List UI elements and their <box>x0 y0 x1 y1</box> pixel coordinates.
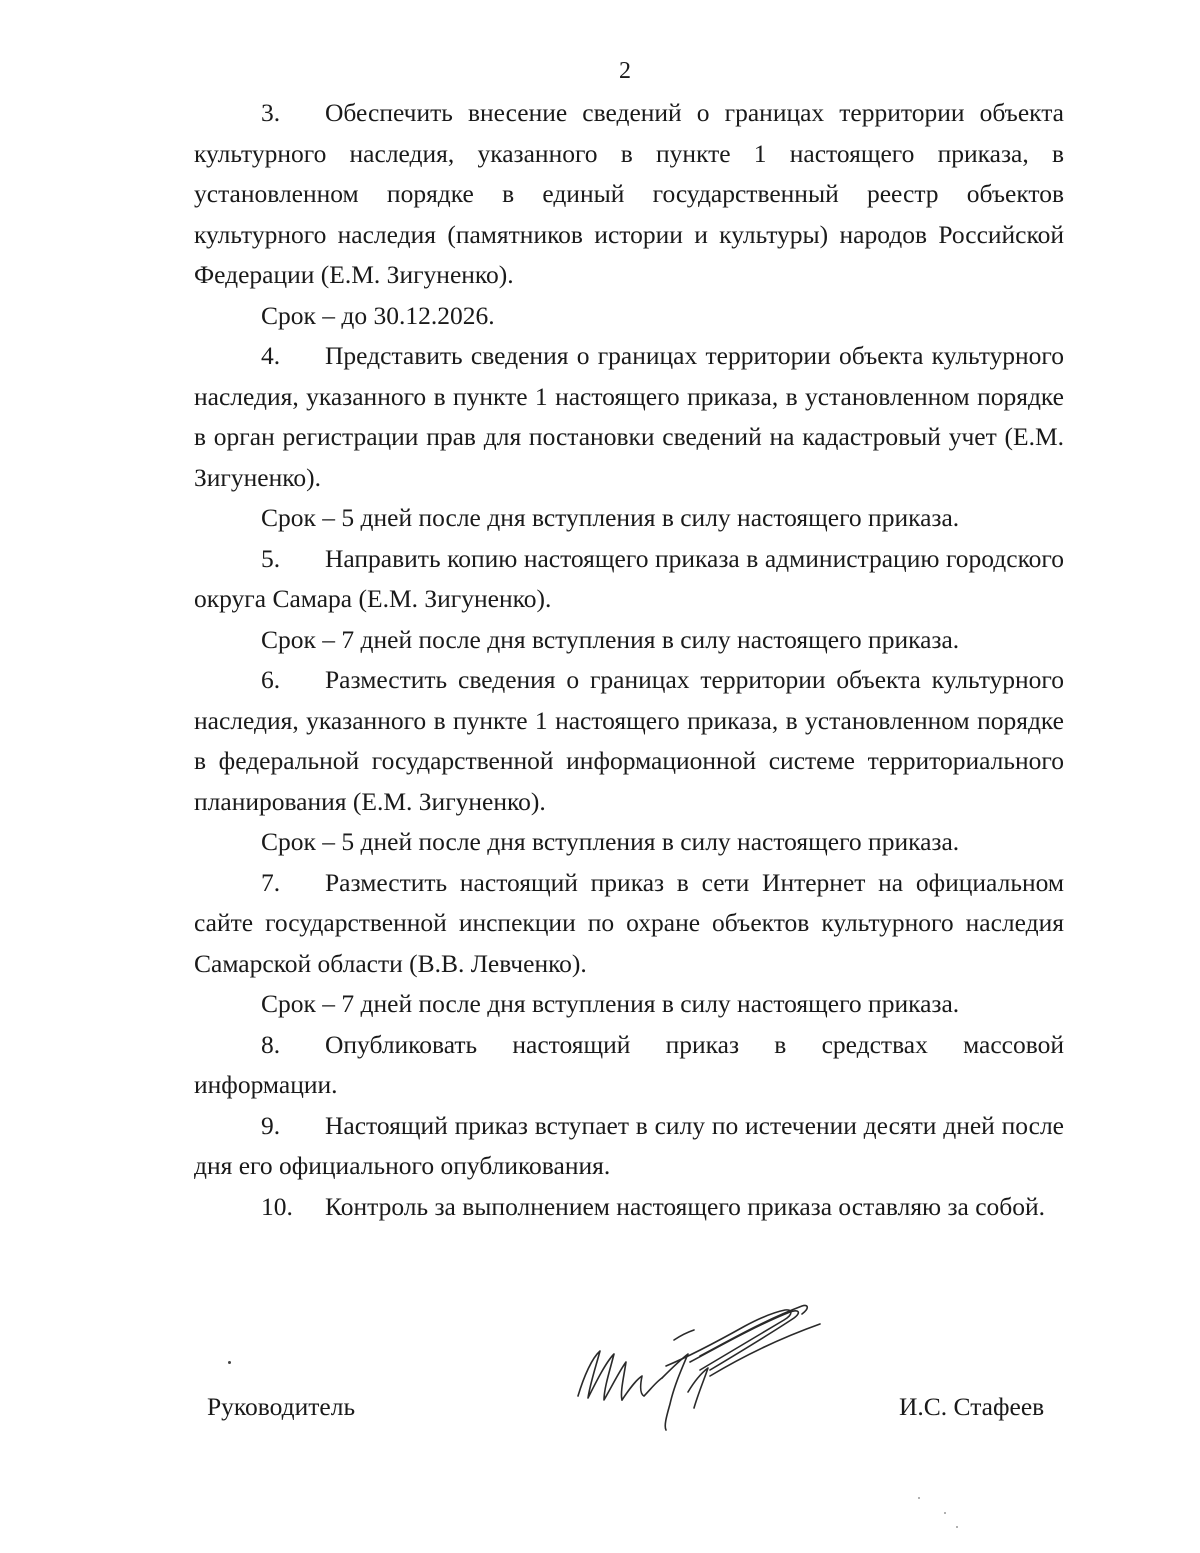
deadline-4: Срок – 5 дней после дня вступления в силу настоящего приказа. <box>261 503 960 532</box>
deadline-7: Срок – 7 дней после дня вступления в силу настоящего приказа. <box>261 989 960 1018</box>
paragraph-8 <box>194 1025 1064 1106</box>
scan-speck <box>944 1512 946 1514</box>
signatory-position: Руководитель <box>207 1392 356 1421</box>
paragraph-text: Представить сведения о границах территории объекта культурного наследия, указанного в пункте 1 настоящего приказа, в установленном порядке в орган регистрации прав для постановки сведений на кадастровый учет (Е.М. Зигуненко). <box>194 341 1064 492</box>
paragraph-number: 10. <box>261 1191 293 1221</box>
paragraph-number: 6. <box>261 665 281 694</box>
paragraph-text: Контроль за выполнением настоящего приказа оставляю за собой. <box>325 1191 1046 1221</box>
paragraph-number: 9. <box>261 1110 281 1140</box>
paragraph-text: Обеспечить внесение сведений о границах территории объекта культурного наследия, указанного в пункте 1 настоящего приказа, в установленном порядке в единый государственный реестр объектов культурного наследия (памятников истории и культуры) народов Российской Федерации (Е.М. Зигуненко). <box>194 98 1064 289</box>
paragraph-text: Разместить сведения о границах территории объекта культурного наследия, указанного в пункте 1 настоящего приказа, в установленном порядке в федеральной государственной информационной системе территориального планирования (Е.М. Зигуненко). <box>194 665 1064 816</box>
paragraph-text: Опубликовать настоящий приказ в средствах массовой информации. <box>194 1029 1064 1099</box>
paragraph-7 <box>194 863 1064 985</box>
scan-speck <box>956 1526 958 1528</box>
paragraph-9 <box>194 1106 1064 1187</box>
deadline-5: Срок – 7 дней после дня вступления в силу настоящего приказа. <box>261 624 960 654</box>
paragraph-number: 7. <box>261 867 281 897</box>
paragraph-4 <box>194 336 1064 498</box>
signature-block <box>0 1392 1200 1432</box>
scan-speck <box>918 1497 920 1499</box>
signatory-name: И.С. Стафеев <box>899 1392 1045 1421</box>
paragraph-number: 5. <box>261 543 281 573</box>
paragraph-5 <box>194 539 1064 620</box>
paragraph-6 <box>194 660 1064 822</box>
paragraph-3 <box>194 93 1064 296</box>
deadline-6: Срок – 5 дней после дня вступления в силу настоящего приказа. <box>261 827 960 856</box>
document-body <box>194 93 1064 1227</box>
paragraph-10 <box>194 1187 1064 1228</box>
paragraph-number: 8. <box>261 1029 281 1059</box>
deadline-3: Срок – до 30.12.2026. <box>261 300 495 330</box>
paragraph-number: 3. <box>261 98 281 127</box>
paragraph-text: Разместить настоящий приказ в сети Интернет на официальном сайте государственной инспекции по охране объектов культурного наследия Самарской области (В.В. Левченко). <box>194 867 1064 978</box>
paragraph-text: Направить копию настоящего приказа в администрацию городского округа Самара (Е.М. Зигуненко). <box>194 543 1064 613</box>
page-number: 2 <box>619 58 631 84</box>
paragraph-number: 4. <box>261 341 281 370</box>
paragraph-text: Настоящий приказ вступает в силу по истечении десяти дней после дня его официального опубликования. <box>194 1110 1064 1180</box>
scan-speck <box>228 1361 231 1364</box>
